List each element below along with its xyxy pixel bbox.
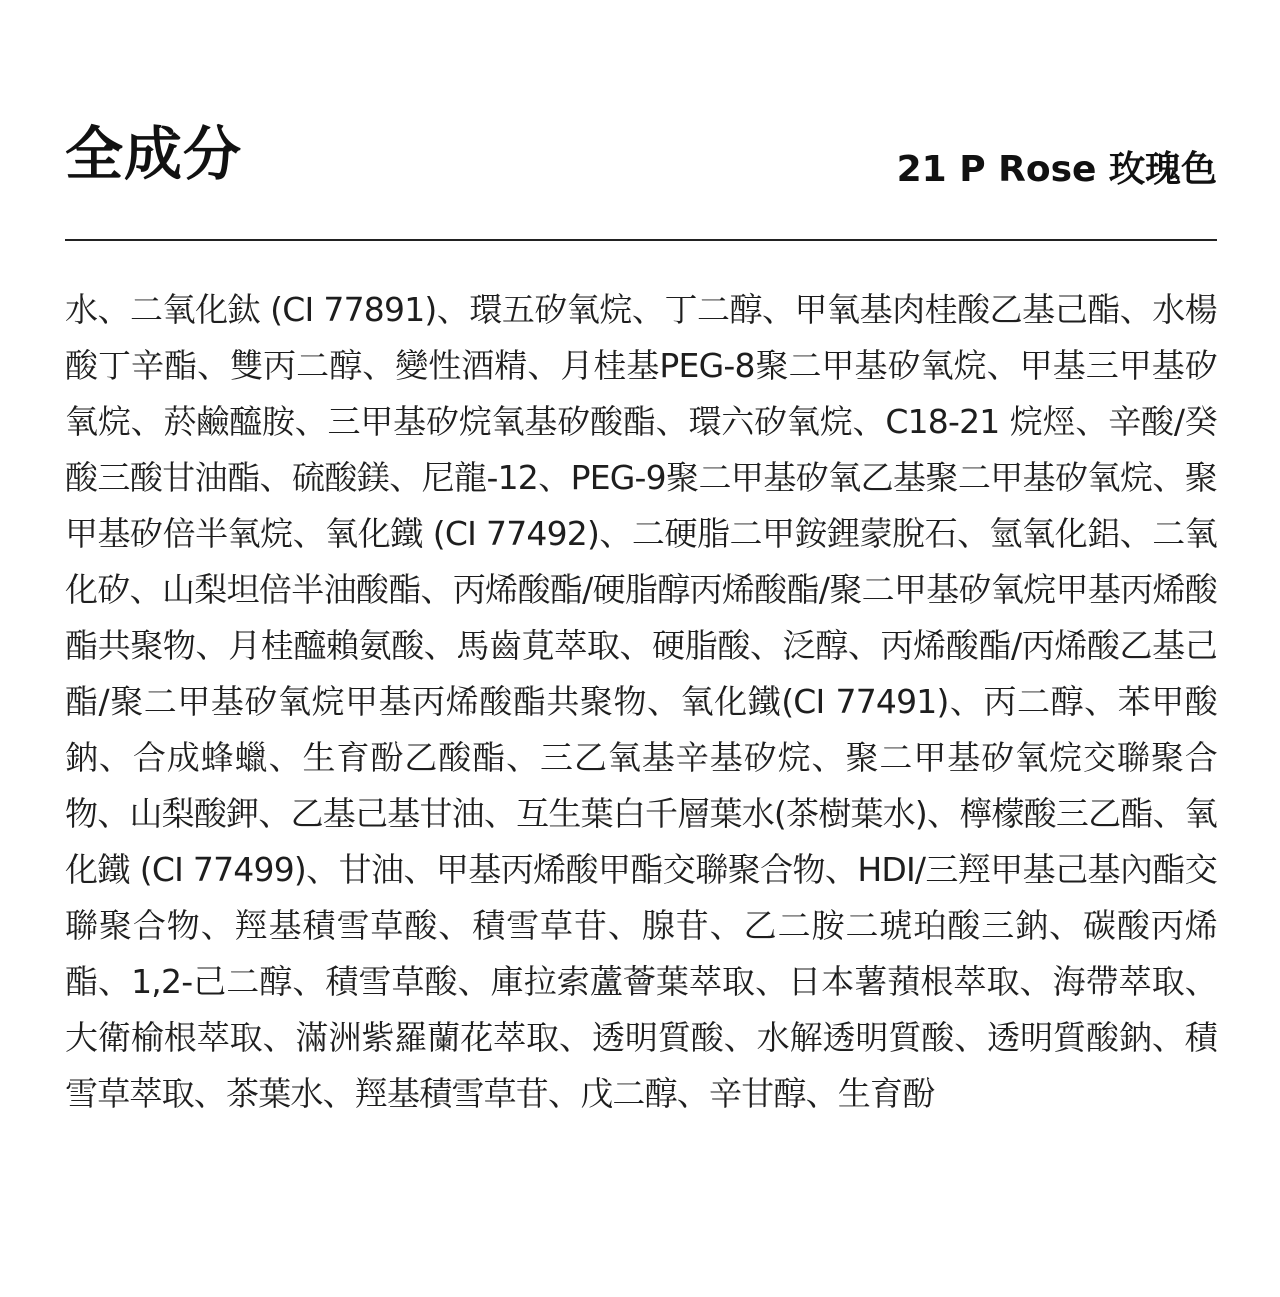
shade-name: 21 P Rose 玫瑰色 — [896, 149, 1217, 190]
divider — [65, 239, 1217, 241]
page-header — [65, 118, 1217, 198]
ingredients-page — [65, 0, 1217, 1297]
ingredients-list: 水、二氧化鈦 (CI 77891)、環五矽氧烷、丁二醇、甲氧基肉桂酸乙基己酯、水楊酸丁辛酯、雙丙二醇、變性酒精、月桂基PEG-8聚二甲基矽氧烷、甲基三甲基矽氧烷、菸鹼醯胺、三甲基矽烷氧基矽酸酯、環六矽氧烷、C18-21 烷烴、辛酸/癸酸三酸甘油酯、硫酸鎂、尼龍-12、PEG-9聚二甲基矽氧乙基聚二甲基矽氧烷、聚甲基矽倍半氧烷、氧化鐵 (CI 77492)、二硬脂二甲銨鋰蒙脫石、氫氧化鋁、二氧化矽、山梨坦倍半油酸酯、丙烯酸酯/硬脂醇丙烯酸酯/聚二甲基矽氧烷甲基丙烯酸酯共聚物、月桂醯賴氨酸、馬齒莧萃取、硬脂酸、泛醇、丙烯酸酯/丙烯酸乙基己酯/聚二甲基矽氧烷甲基丙烯酸酯共聚物、氧化鐵(CI 77491)、丙二醇、苯甲酸鈉、合成蜂蠟、生育酚乙酸酯、三乙氧基辛基矽烷、聚二甲基矽氧烷交聯聚合物、山梨酸鉀、乙基己基甘油、互生葉白千層葉水(茶樹葉水)、檸檬酸三乙酯、氧化鐵 (CI 77499)、甘油、甲基丙烯酸甲酯交聯聚合物、HDI/三羥甲基己基內酯交聯聚合物、羥基積雪草酸、積雪草苷、腺苷、乙二胺二琥珀酸三鈉、碳酸丙烯酯、1,2-己二醇、積雪草酸、庫拉索蘆薈葉萃取、日本薯蕷根萃取、海帶萃取、大衛榆根萃取、滿洲紫羅蘭花萃取、透明質酸、水解透明質酸、透明質酸鈉、積雪草萃取、茶葉水、羥基積雪草苷、戊二醇、辛甘醇、生育酚 — [65, 290, 1217, 1113]
page-title: 全成分 — [65, 120, 243, 188]
